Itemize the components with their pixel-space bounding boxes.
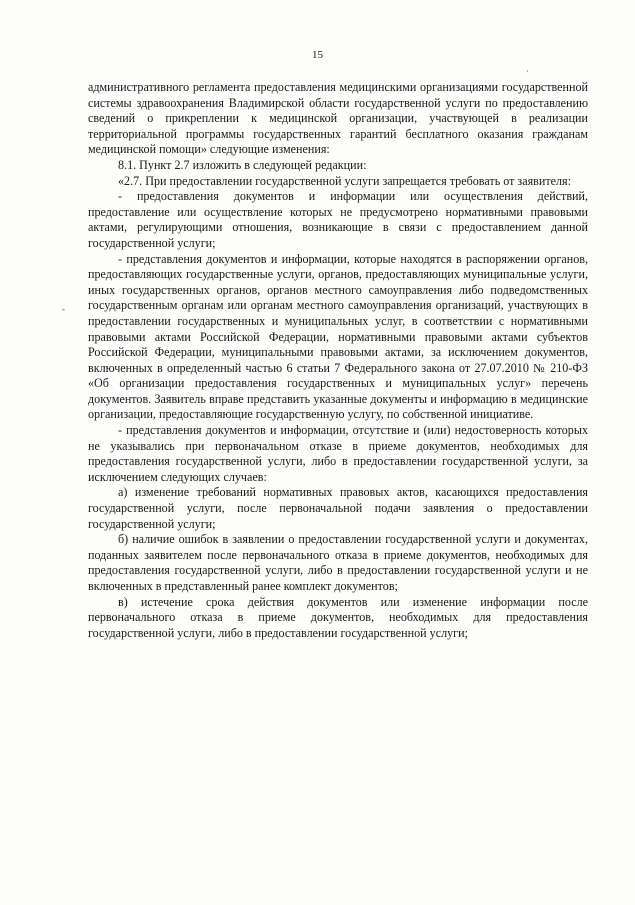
- paragraph-case-a: а) изменение требований нормативных правовых актов, касающихся предоставления государственной услуги, после первоначальной подачи заявления о предоставлении государственной услуги;: [88, 485, 588, 531]
- paragraph-list-item-3: - представления документов и информации, отсутствие и (или) недостоверность которых не указывались при первоначальном отказе в приеме документов, необходимых для предоставления государственной услуги, либо в предоставлении государственной услуги, за исключением следующих случаев:: [88, 423, 588, 484]
- scan-speck-mark: ·: [526, 66, 529, 76]
- paragraph-2-7: «2.7. При предоставлении государственной услуги запрещается требовать от заявителя:: [118, 173, 571, 188]
- page-number: 15: [312, 49, 323, 61]
- paragraph-list-item-2: - представления документов и информации, которые находятся в распоряжении органов, предоставляющих государственные услуги, органов, предоставляющих муниципальные услуги, иных государственных органов, органов местного самоуправления либо подведомственных государственным органам или органам местного самоуправления организаций, участвующих в предоставлении государственных и муниципальных услуг, в соответствии с нормативными правовыми актами Российской Федерации, нормативными правовыми актами субъектов Российской Федерации, муниципальными правовыми актами, за исключением документов, включенных в определенный частью 6 статьи 7 Федерального закона от 27.07.2010 № 210-ФЗ «Об организации предоставления государственных и муниципальных услуг» перечень документов. Заявитель вправе представить указанные документы и информацию в медицинские организации, предоставляющие государственную услугу, по собственной инициативе.: [88, 251, 588, 422]
- paragraph-case-v: в) истечение срока действия документов или изменение информации после первоначального отказа в приеме документов, необходимых для предоставления государственной услуги, либо в предоставлении государственной услуги;: [88, 594, 588, 640]
- paragraph-intro: административного регламента предоставления медицинскими организациями государственной системы здравоохранения Владимирской области государственной услуги по предоставлению сведений о прикреплении к медицинской организации, участвующей в реализации территориальной программы государственных гарантий бесплатного оказания гражданам медицинской помощи» следующие изменения:: [88, 80, 588, 157]
- body-text: [88, 80, 588, 641]
- scan-speck-mark: -: [62, 304, 65, 314]
- paragraph-case-b: б) наличие ошибок в заявлении о предоставлении государственной услуги и документах, поданных заявителем после первоначального отказа в приеме документов, необходимых для предоставления государственной услуги, либо в предоставлении государственной услуги и не включенных в представленный ранее комплект документов;: [88, 532, 588, 593]
- paragraph-8-1: 8.1. Пункт 2.7 изложить в следующей редакции:: [118, 157, 367, 172]
- paragraph-list-item-1: - предоставления документов и информации или осуществления действий, предоставление или осуществление которых не предусмотрено нормативными правовыми актами, регулирующими отношения, возникающие в связи с предоставлением данной государственной услуги;: [88, 189, 588, 250]
